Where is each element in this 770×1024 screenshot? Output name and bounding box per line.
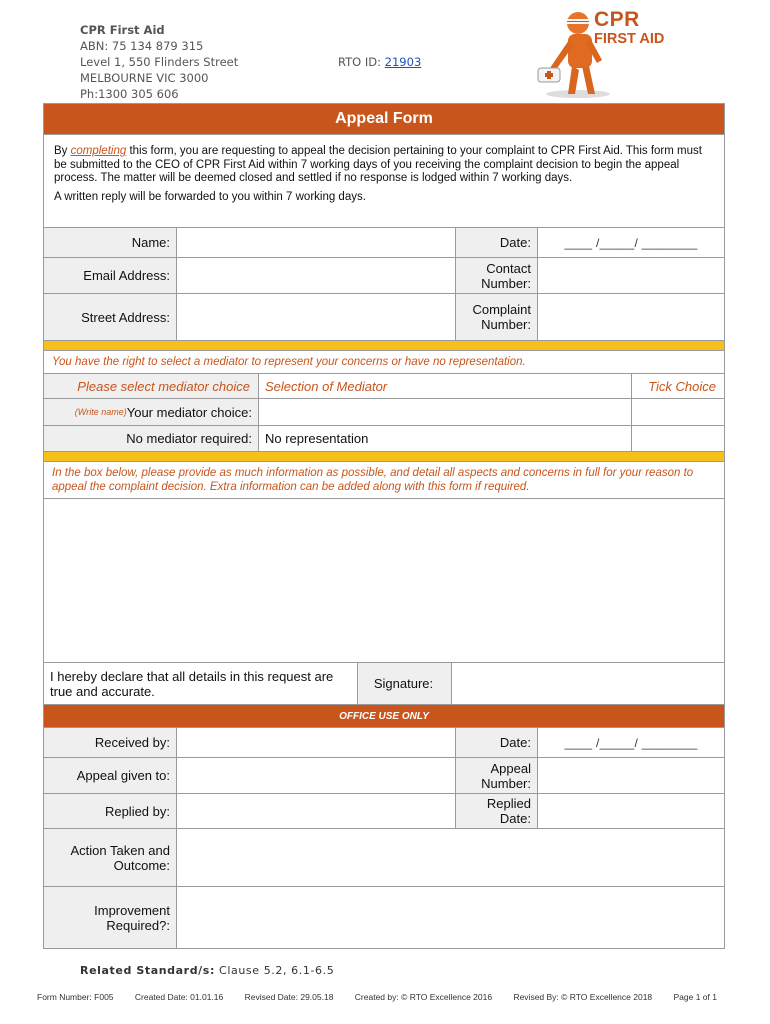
street-address-label: Street Address: xyxy=(44,294,176,340)
name-field[interactable] xyxy=(176,228,455,257)
phone: Ph:1300 305 606 xyxy=(80,87,179,101)
mediator-header-row xyxy=(44,373,724,398)
no-mediator-tick-box[interactable] xyxy=(631,426,724,451)
name-label: Name: xyxy=(44,228,176,257)
office-use-heading: OFFICE USE ONLY xyxy=(44,704,724,727)
received-row xyxy=(44,727,724,757)
footer-page: Page 1 of 1 xyxy=(673,992,717,1002)
office-date-field[interactable]: ____ /_____/ ________ xyxy=(537,728,724,757)
intro-rest: this form, you are requesting to appeal the decision pertaining to your complaint to CPR First Aid. This form must be submitted to the CEO of CPR First Aid within 7 working days of you receiving the complaint decision to begin the appeal process. The matter will be deemed closed and settled if no response is lodged within 7 working days. xyxy=(54,145,702,184)
intro-reply: A written reply will be forwarded to you within 7 working days. xyxy=(54,190,366,203)
logo-line1: CPR xyxy=(594,8,640,31)
improvement-row xyxy=(44,886,724,948)
logo-line2: FIRST AID xyxy=(594,31,665,47)
footer-form-number: Form Number: F005 xyxy=(37,992,114,1002)
write-name-hint: (Write name) xyxy=(74,406,127,417)
replied-row xyxy=(44,793,724,828)
appeal-form xyxy=(43,103,725,949)
rto-id xyxy=(338,55,421,69)
appeal-given-field[interactable] xyxy=(176,758,455,793)
footer-revised-by: Revised By: © RTO Excellence 2018 xyxy=(513,992,653,1002)
complaint-number-field[interactable] xyxy=(537,294,724,340)
replied-date-field[interactable] xyxy=(537,794,724,828)
email-label: Email Address: xyxy=(44,258,176,293)
action-label: Action Taken and Outcome: xyxy=(44,829,176,886)
improvement-label: Improvement Required?: xyxy=(44,887,176,948)
mediator-tick-box[interactable] xyxy=(631,399,724,425)
office-date-label: Date: xyxy=(455,728,537,757)
appeal-number-field[interactable] xyxy=(537,758,724,793)
email-field[interactable] xyxy=(176,258,455,293)
mediator-note: You have the right to select a mediator to represent your concerns or have no representation. xyxy=(44,350,724,373)
mediator-choice-head: Please select mediator choice xyxy=(44,374,258,398)
signature-field[interactable] xyxy=(451,663,724,704)
contact-number-field[interactable] xyxy=(537,258,724,293)
action-field[interactable] xyxy=(176,829,724,886)
street-row xyxy=(44,293,724,340)
appeal-given-label: Appeal given to: xyxy=(44,758,176,793)
street-address-field[interactable] xyxy=(176,294,455,340)
declaration-text: I hereby declare that all details in this request are true and accurate. xyxy=(50,668,334,699)
tick-choice-head: Tick Choice xyxy=(631,374,724,398)
received-by-field[interactable] xyxy=(176,728,455,757)
selection-head: Selection of Mediator xyxy=(258,374,631,398)
rto-label: RTO ID: xyxy=(338,55,385,69)
contact-number-label: Contact Number: xyxy=(455,258,537,293)
related-standards xyxy=(80,964,334,977)
org-name: CPR First Aid xyxy=(80,23,165,37)
related-label: Related Standard/s: xyxy=(80,964,215,977)
address-line2: MELBOURNE VIC 3000 xyxy=(80,71,209,85)
page-footer xyxy=(37,992,717,1002)
intro-text xyxy=(44,134,724,227)
no-mediator-label: No mediator required: xyxy=(44,426,258,451)
appeal-number-label: Appeal Number: xyxy=(455,758,537,793)
address-line1: Level 1, 550 Flinders Street xyxy=(80,55,239,69)
your-mediator-row xyxy=(44,398,724,425)
details-note: In the box below, please provide as much information as possible, and detail all aspects and concerns in full for your reason to appeal the complaint decision. Extra information can be added along with this form if required. xyxy=(44,461,724,498)
improvement-field[interactable] xyxy=(176,887,724,948)
replied-by-field[interactable] xyxy=(176,794,455,828)
no-representation-text: No representation xyxy=(258,426,631,451)
form-title: Appeal Form xyxy=(44,104,724,134)
intro-prefix: By xyxy=(54,145,71,157)
footer-created-date: Created Date: 01.01.16 xyxy=(134,992,224,1002)
declaration-row xyxy=(44,662,724,704)
related-value: Clause 5.2, 6.1-6.5 xyxy=(214,964,335,977)
footer-revised-date: Revised Date: 29.05.18 xyxy=(244,992,334,1002)
signature-label: Signature: xyxy=(357,663,451,704)
org-address-block xyxy=(80,22,238,102)
abn: ABN: 75 134 879 315 xyxy=(80,39,204,53)
your-mediator-label xyxy=(44,399,258,425)
appeal-given-row xyxy=(44,757,724,793)
replied-date-label: Replied Date: xyxy=(455,794,537,828)
your-mediator-text: Your mediator choice: xyxy=(126,404,252,420)
intro-link[interactable]: completing xyxy=(70,145,127,157)
divider-bar xyxy=(44,340,724,350)
received-by-label: Received by: xyxy=(44,728,176,757)
logo-wordmark xyxy=(594,8,665,47)
mediator-name-field[interactable] xyxy=(258,399,631,425)
email-row xyxy=(44,257,724,293)
rto-link[interactable]: 21903 xyxy=(384,55,422,69)
appeal-details-textarea[interactable] xyxy=(44,498,724,662)
footer-created-by: Created by: © RTO Excellence 2016 xyxy=(354,992,493,1002)
date-label: Date: xyxy=(455,228,537,257)
divider-bar-2 xyxy=(44,451,724,461)
replied-by-label: Replied by: xyxy=(44,794,176,828)
action-row xyxy=(44,828,724,886)
date-field[interactable]: ____ /_____/ ________ xyxy=(537,228,724,257)
complaint-number-label: Complaint Number: xyxy=(455,294,537,340)
no-mediator-row xyxy=(44,425,724,451)
name-row xyxy=(44,227,724,257)
